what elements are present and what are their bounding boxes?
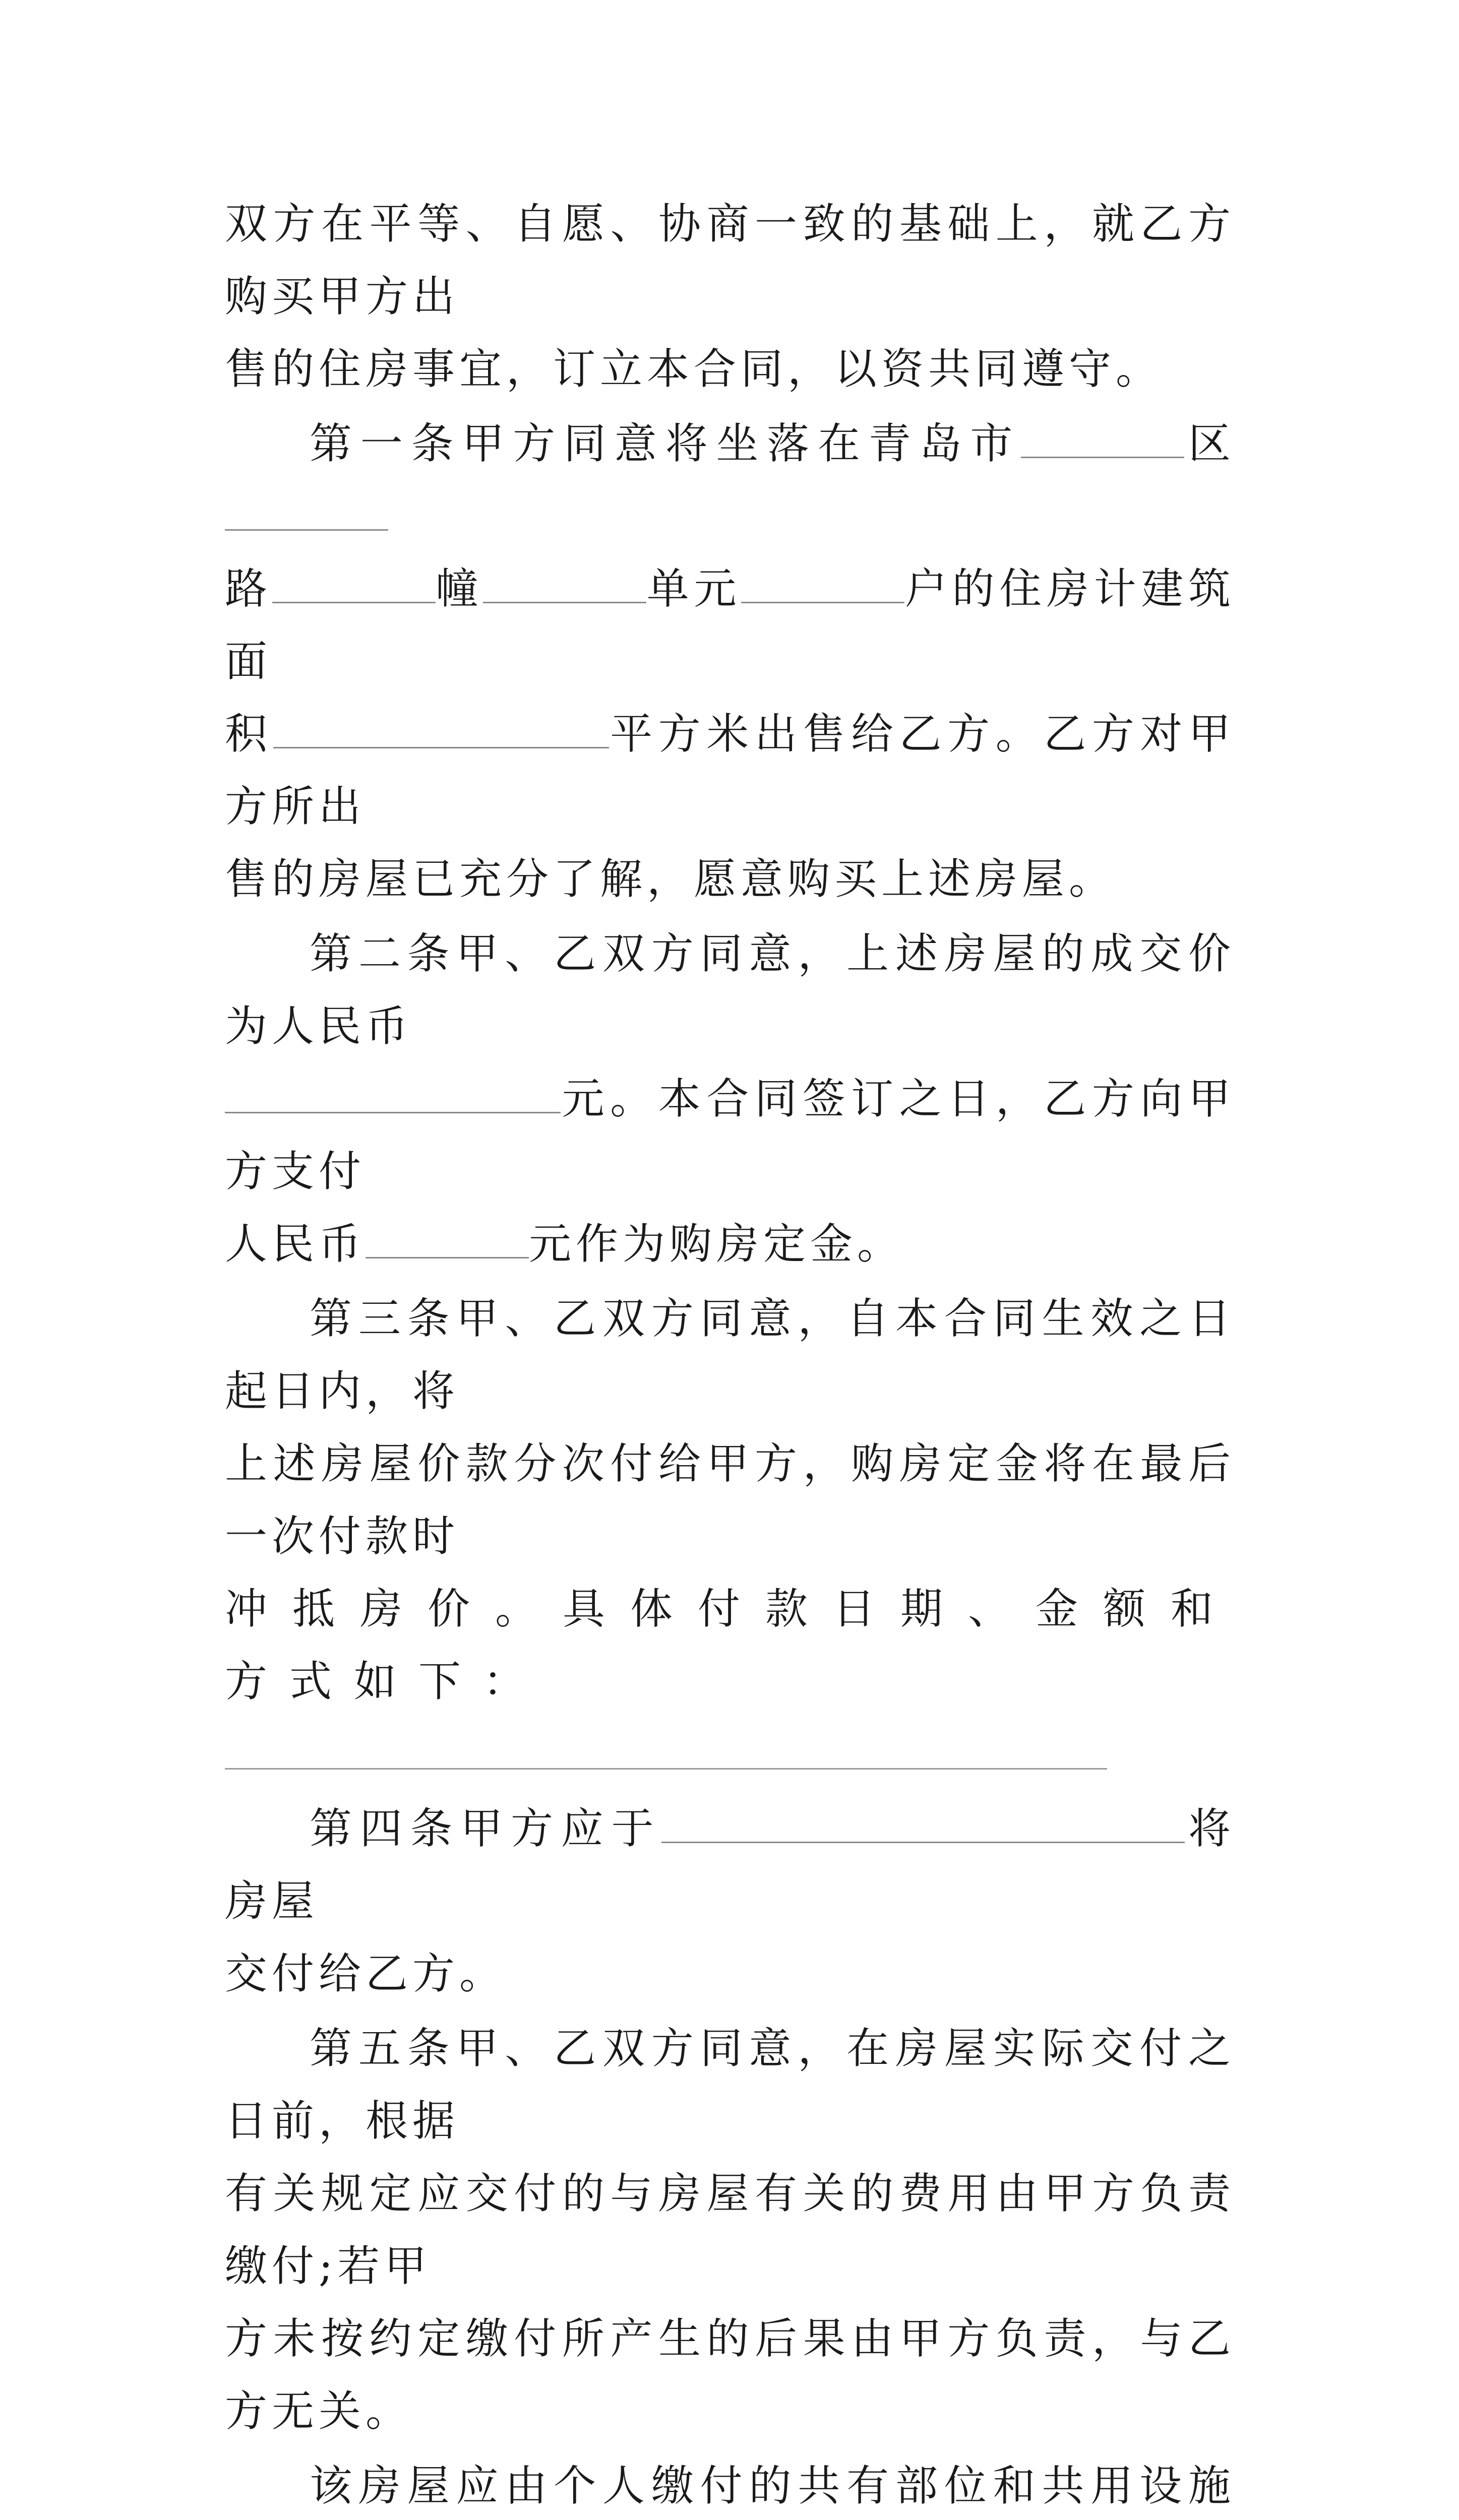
article-5-line-3: 方未按约定缴付所产生的后果由甲方负责，与乙方无关。 (225, 2314, 1235, 2436)
delivery-date-blank[interactable] (661, 1805, 1185, 1843)
deposit-blank[interactable] (366, 1221, 529, 1258)
article-3-line-2: 上述房屋价款分次付给甲方，购房定金将在最后一次付款时 (225, 1439, 1235, 1561)
article-1-text: 第一条甲方同意将坐落在青岛市 (310, 419, 1021, 468)
payment-details-blank[interactable] (225, 1718, 1235, 1790)
article-5-line-2: 有关规定应交付的与房屋有关的费用由甲方负责缴付;若甲 (225, 2169, 1235, 2291)
article-4-house-text: 将房屋 (225, 1804, 1235, 1926)
article-3-line-3: 冲抵房价。具体付款日期、金额和方式如下： (225, 1584, 1235, 1706)
article-5-line-1: 第五条甲、乙双方同意，在房屋实际交付之日前，根据 (225, 2024, 1235, 2146)
article-1-district-label: 区 (1184, 419, 1235, 468)
city-district-blank[interactable] (1021, 420, 1184, 458)
article-2-line-2 (225, 1062, 1235, 1208)
article-2-line-1: 第二条甲、乙双方同意，上述房屋的成交价为人民币 (225, 929, 1235, 1051)
article-2-line-3 (225, 1208, 1235, 1280)
building-blank[interactable] (483, 565, 646, 603)
article-3-line-1: 第三条甲、乙双方同意，自本合同生效之日起日内，将 (225, 1294, 1235, 1416)
deposit-text: 元作为购房定金。 (529, 1219, 904, 1269)
district-name-blank[interactable] (225, 493, 388, 531)
article-1-line-4: 售的房屋已充分了解，愿意购买上述房屋。 (225, 854, 1116, 904)
road-label: 路 (225, 564, 272, 613)
article-2-deposit-text: 元。本合同签订之日，乙方向甲方支付 (225, 1074, 1235, 1196)
road-blank[interactable] (272, 565, 436, 603)
area-blank[interactable] (273, 711, 609, 748)
unit-label: 单元 (646, 564, 742, 613)
article-1-line-1 (225, 407, 1235, 552)
intro-line-2: 售的住房事宜，订立本合同，以资共同遵守。 (225, 344, 1163, 394)
article-5-extra-line-1: 该房屋应由个人缴付的共有部位和共用设施 (310, 2461, 1235, 2510)
unit-blank[interactable] (741, 565, 904, 603)
article-4-line-2: 交付给乙方。 (225, 1949, 507, 1998)
article-1-line-2 (225, 552, 1235, 698)
rmb-label: 人民币 (225, 1219, 366, 1269)
article-1-sale-text: 平方米出售给乙方。乙方对甲方所出 (225, 709, 1235, 831)
article-1-line-3 (225, 698, 1235, 843)
building-label: 幢 (435, 564, 483, 613)
area-label: 积 (225, 709, 273, 759)
intro-line-1: 双方在平等、自愿、协商一致的基础上，就乙方购买甲方出 (225, 199, 1235, 321)
contract-page (225, 187, 1235, 2520)
article-4-line-1 (225, 1792, 1235, 1937)
article-4-text: 第四条甲方应于 (310, 1804, 662, 1853)
price-blank[interactable] (225, 1076, 561, 1113)
household-label: 户的住房计建筑面 (225, 564, 1235, 686)
